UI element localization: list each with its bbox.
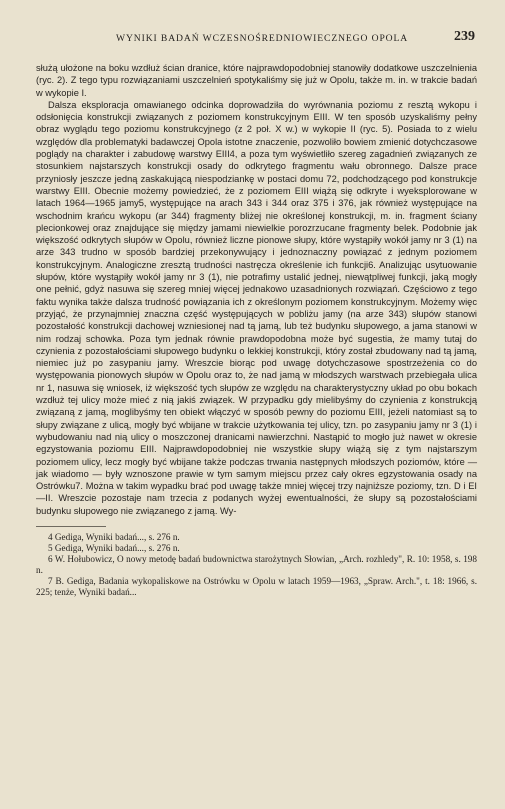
footnote: 5 Gediga, Wyniki badań..., s. 276 n. — [48, 542, 180, 553]
footnote: 6 W. Hołubowicz, O nowy metodę badań budownictwa starożytnych Słowian, „Arch. rozhledy", R. 10: 1958, s. 198 n. — [36, 553, 477, 575]
page-number: 239 — [454, 29, 475, 44]
body-text — [36, 62, 477, 517]
paragraph: służą ułożone na boku wzdłuż ścian dranice, które najprawdopodobniej stanowiły dodatkowe uszczelnienia (ryc. 2). Z tego typu rozwiązaniami uszczelnień spotykaliśmy się już w Opolu, także m. in. w trakcie badań w wykopie I. — [36, 63, 477, 98]
paragraph: Dalsza eksploracja omawianego odcinka doprowadziła do wyrównania poziomu z resztą wykopu i odsłonięcia konstrukcji związanych z poziomem konstrukcyjnym EIII. W ten sposób uzyskaliśmy pełny obraz wyglądu tego poziomu konstrukcyjnego (z 2 poł. X w.) w wykopie II (ryc. 5). Posiada to z wielu względów dla problematyki badawczej Opola istotne znaczenie, pozwoliło bowiem zmienić dotychczasowe poglądy na charakter i zabudowę warstwy EIII4, a poza tym wyświetliło szereg zagadnień związanych ze stosunkiem najstarszych konstrukcji osady do odkrytego fragmentu wału obronnego. Dalsze prace przyniosły jeszcze jedną zaskakującą niespodziankę w postaci domu 72, podchodzącego pod konstrukcje warstwy EIII. Obecnie możemy powiedzieć, że z poziomem EIII wiążą się odkryte i wyeksplorowane w latach 1964—1965 jamy5, występujące na arach 343 i 344 oraz 375 i 376, jak również występujące na wschodnim krańcu wykopu (ar 344) fragmenty bliżej nie określonej konstrukcji, m. in. fragment ściany plecionkowej oraz znajdujące się między jamami niewielkie porozrzucane fragmenty belek. Podobnie jak większość odkrytych słupów w Opolu, również liczne pionowe słupy, które wystąpiły wokół jamy nr 3 (1) na arze 343 trudno w sposób bardziej przekonywujący i jednoznaczny powiązać z jednym poziomem konstrukcyjnym. Analogiczne zresztą trudności nastręcza określenie ich funkcji6. Analizując usytuowanie słupów, które wystąpiły wokół jamy nr 3 (1), nie potrafimy ustalić jednej, niewątpliwej funkcji, jaką mogły one pełnić, gdyż nasuwa się szereg mniej więcej jednakowo uzasadnionych rozwiązań. Częściowo z tego faktu wynika także dalsza trudność powiązania ich z określonym poziomem konstrukcyjnym. Możemy więc przyjąć, że przynajmniej znaczna część występujących w pobliżu jamy (na arze 343) słupów stanowi pozostałość konstrukcji dachowej wzniesionej nad tą jamą, lub też budynku słupowego, a jama stanowi w nim rodzaj schowka. Poza tym jednak równie prawdopodobna może być sugestia, że mamy tutaj do czynienia z pozostałościami słupowego budynku o lekkiej konstrukcji, który został zbudowany nad tą jamą, niemiec już po zasypaniu jamy. Wreszcie biorąc pod uwagę dotychczasowe spostrzeżenia co do występowania pionowych słupów w Opolu oraz to, że nad jamą w młodszych warstwach przebiegała ulica nr 1, nasuwa się wniosek, iż większość tych słupów ze względu na charakterystyczny układ po obu bokach wzdłuż tej ulicy może mieć z nią jakiś związek. W przypadku gdy mielibyśmy do czynienia z konstrukcją związaną z jamą, moglibyśmy ten obiekt włączyć w sposób pewny do poziomu EIII, jeżeli natomiast są to słupy związane z ulicą, mogły być wbijane w trakcie użytkowania tej ulicy, tzn. po zasypaniu jamy nr 3 (1) i wybudowaniu nad nią ulicy o moszczonej dranicami nawierzchni. Nastąpić to mogło już nawet w okresie egzystowania poziomu EIII. Najprawdopodobniej nie wszystkie słupy wiążą się z tym najstarszym poziomem ulicy, lecz mogły być wbijane także podczas trwania następnych młodszych poziomów, które — jak wiadomo — były wznoszone prawie w tym samym miejscu przez cały okres egzystowania osady na Ostrówku7. Można w takim wypadku brać pod uwagę także mniej więcej trzy najniższe poziomy, tzn. D i EI—II. Wreszcie pozostaje nam trzecia z podanych wyżej ewentualności, że słupy są pozostałościami budynku słupowego nie związanego z jamą. Wy- — [36, 99, 477, 516]
footnote: 4 Gediga, Wyniki badań..., s. 276 n. — [48, 531, 180, 542]
footnote-separator — [36, 526, 106, 527]
footnotes — [36, 532, 477, 598]
footnote: 7 B. Gediga, Badania wykopaliskowe na Ostrówku w Opolu w latach 1959—1963, „Spraw. Arch.", t. 18: 1966, s. 225; tenże, Wyniki badań... — [36, 575, 477, 597]
page-header — [36, 0, 477, 62]
running-head: WYNIKI BADAŃ WCZESNOŚREDNIOWIECZNEGO OPOLA — [116, 33, 409, 44]
